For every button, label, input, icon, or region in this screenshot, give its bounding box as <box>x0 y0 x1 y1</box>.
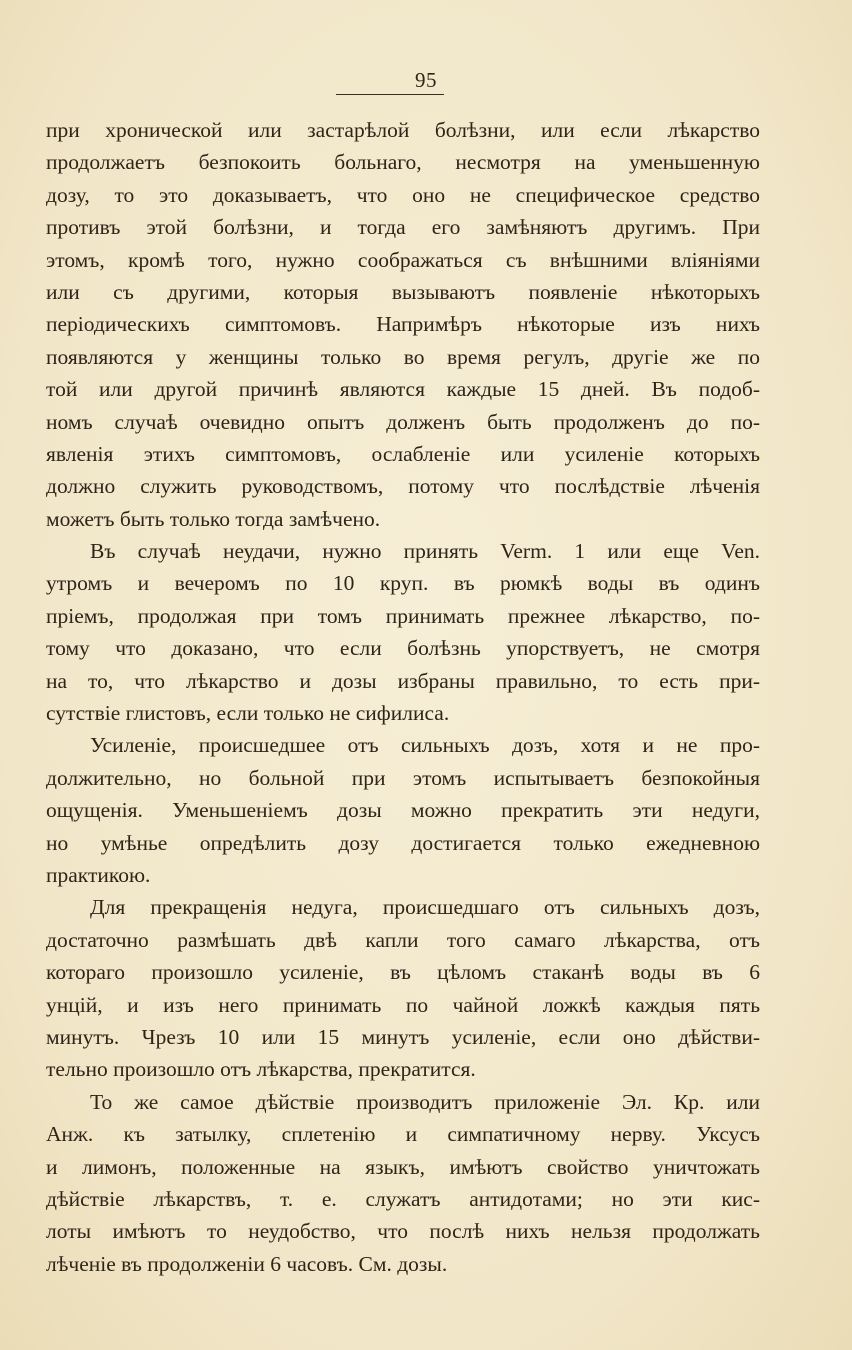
text-line: ощущенія. Уменьшеніемъ дозы можно прекратить эти недуги, <box>46 798 760 823</box>
text-line: явленія этихъ симптомовъ, ослабленіе или усиленіе которыхъ <box>46 441 760 466</box>
text-line: Для прекращенія недуга, происшедшаго отъ сильныхъ дозъ, <box>90 895 760 920</box>
text-line: То же самое дѣйствіе производитъ приложеніе Эл. Кр. или <box>90 1089 760 1114</box>
text-line: появляются у женщины только во время регулъ, другіе же по <box>46 344 760 369</box>
text-line: періодическихъ симптомовъ. Напримѣръ нѣкоторые изъ нихъ <box>46 312 760 337</box>
text-line: Въ случаѣ неудачи, нужно принять Verm. 1 или еще Ven. <box>90 539 760 564</box>
page-header <box>0 66 852 94</box>
page-number: 95 <box>415 68 437 92</box>
text-line: тому что доказано, что если болѣзнь упорствуетъ, не смотря <box>46 636 760 661</box>
header-rule <box>336 94 444 95</box>
text-line: или съ другими, которыя вызываютъ появленіе нѣкоторыхъ <box>46 279 760 304</box>
text-line: можетъ быть только тогда замѣчено. <box>46 506 381 531</box>
text-line: продолжаетъ безпокоить больнаго, несмотря на уменьшенную <box>46 150 760 175</box>
text-line: дозу, то это доказываетъ, что оно не специфическое средство <box>46 182 760 207</box>
text-line: Усиленіе, происшедшее отъ сильныхъ дозъ, хотя и не про- <box>90 733 760 758</box>
text-line: должно служить руководствомъ, потому что послѣдствіе лѣченія <box>46 474 760 499</box>
text-line: минутъ. Чрезъ 10 или 15 минутъ усиленіе, если оно дѣйстви- <box>46 1024 760 1049</box>
text-line: лѣченіе въ продолженіи 6 часовъ. См. дозы. <box>46 1251 448 1276</box>
text-line: тельно произошло отъ лѣкарства, прекратится. <box>46 1057 476 1082</box>
text-line: на то, что лѣкарство и дозы избраны правильно, то есть при- <box>46 668 760 693</box>
text-line: номъ случаѣ очевидно опытъ долженъ быть продолженъ до по- <box>46 409 760 434</box>
text-line: пріемъ, продолжая при томъ принимать прежнее лѣкарство, по- <box>46 603 760 628</box>
text-line: достаточно размѣшать двѣ капли того самаго лѣкарства, отъ <box>46 927 760 952</box>
text-line: сутствіе глистовъ, если только не сифилиса. <box>46 701 450 726</box>
text-line: утромъ и вечеромъ по 10 круп. въ рюмкѣ воды въ одинъ <box>46 571 760 596</box>
text-line: унцій, и изъ него принимать по чайной ложкѣ каждыя пять <box>46 992 760 1017</box>
text-line: дѣйствіе лѣкарствъ, т. е. служатъ антидотами; но эти кис- <box>46 1186 760 1211</box>
body-text <box>46 114 760 1280</box>
text-line: Анж. къ затылку, сплетенію и симпатичному нерву. Уксусъ <box>46 1122 760 1147</box>
text-line: практикою. <box>46 862 151 887</box>
text-line: противъ этой болѣзни, и тогда его замѣняютъ другимъ. При <box>46 215 760 240</box>
text-line: но умѣнье опредѣлить дозу достигается только ежедневною <box>46 830 760 855</box>
text-line: той или другой причинѣ являются каждые 15 дней. Въ подоб- <box>46 377 760 402</box>
text-line: лоты имѣютъ то неудобство, что послѣ нихъ нельзя продолжать <box>46 1219 760 1244</box>
text-line: этомъ, кромѣ того, нужно соображаться съ внѣшними вліяніями <box>46 247 760 272</box>
text-line: при хронической или застарѣлой болѣзни, или если лѣкарство <box>46 118 760 142</box>
text-line: и лимонъ, положенные на языкъ, имѣютъ свойство уничтожать <box>46 1154 760 1179</box>
text-line: должительно, но больной при этомъ испытываетъ безпокойныя <box>46 765 760 790</box>
text-line: котораго произошло усиленіе, въ цѣломъ стаканѣ воды въ 6 <box>46 960 760 985</box>
